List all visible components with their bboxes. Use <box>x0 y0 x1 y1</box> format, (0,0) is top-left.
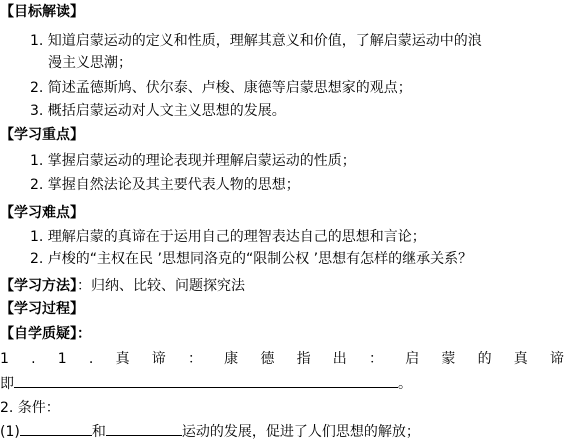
objectives-heading: 【目标解读】 <box>0 4 84 20</box>
question-1-char: 的 <box>477 351 492 367</box>
difficulty-item-1: 1. 理解启蒙的真谛在于运用自己的理智表达自己的思想和言论； <box>30 229 426 245</box>
question-1-char: 谛 <box>550 351 564 367</box>
objective-item-2: 2. 简述孟德斯鸠、伏尔泰、卢梭、康德等启蒙思想家的观点； <box>30 80 412 96</box>
question-1-char: 指 <box>296 351 311 367</box>
question-1-char: 康 <box>224 351 239 367</box>
question-1-char: 启 <box>405 351 420 367</box>
question-1-char: 真 <box>115 351 130 367</box>
process-heading: 【学习过程】 <box>0 301 84 317</box>
question-1-char: 1 <box>0 351 9 367</box>
objective-item-1-cont: 漫主义思潮； <box>48 55 132 71</box>
difficulties-heading: 【学习难点】 <box>0 205 84 221</box>
question-3-blank-1[interactable] <box>20 421 92 436</box>
key-points-heading: 【学习重点】 <box>0 127 84 143</box>
methods-text: ：归纳、比较、问题探究法 <box>77 278 245 294</box>
question-3-prefix: (1) <box>0 424 20 440</box>
objective-item-1: 1. 知道启蒙运动的定义和性质，理解其意义和价值，了解启蒙运动中的浪 <box>30 33 482 49</box>
objective-item-3: 3. 概括启蒙运动对人文主义思想的发展。 <box>30 103 286 119</box>
question-1-answer-line <box>0 373 412 394</box>
question-1-end: 。 <box>398 376 412 392</box>
difficulty-item-2: 2. 卢梭的“主权在民 ’思想同洛克的“限制公权 ’思想有怎样的继承关系？ <box>30 251 473 267</box>
question-1-char: 德 <box>260 351 275 367</box>
question-3-blank-2[interactable] <box>106 421 182 436</box>
question-1-char: ： <box>187 351 202 367</box>
question-1-char: 出 <box>332 351 347 367</box>
question-1-char: 1 <box>57 351 67 367</box>
question-1-char: 谛 <box>151 351 166 367</box>
question-1-char: 蒙 <box>441 351 456 367</box>
key-point-item-1: 1. 掌握启蒙运动的理论表现并理解启蒙运动的性质； <box>30 153 356 169</box>
question-2-label: 2. 条件： <box>0 400 60 416</box>
question-1-lead: 即 <box>0 376 14 392</box>
question-3-line <box>0 421 420 442</box>
question-1-char: . <box>31 351 36 367</box>
question-3-rest: 运动的发展，促进了人们思想的解放； <box>181 424 420 440</box>
methods-line <box>0 276 245 296</box>
self-study-heading: 【自学质疑】： <box>0 326 91 342</box>
methods-heading: 【学习方法】 <box>0 278 77 294</box>
question-3-and: 和 <box>91 424 106 440</box>
question-1-blank[interactable] <box>14 373 398 388</box>
question-1-char: . <box>88 351 94 367</box>
question-1-char: 真 <box>513 351 528 367</box>
question-1-line <box>0 349 564 369</box>
question-1-char: ： <box>368 351 383 367</box>
key-point-item-2: 2. 掌握自然法论及其主要代表人物的思想； <box>30 177 300 193</box>
